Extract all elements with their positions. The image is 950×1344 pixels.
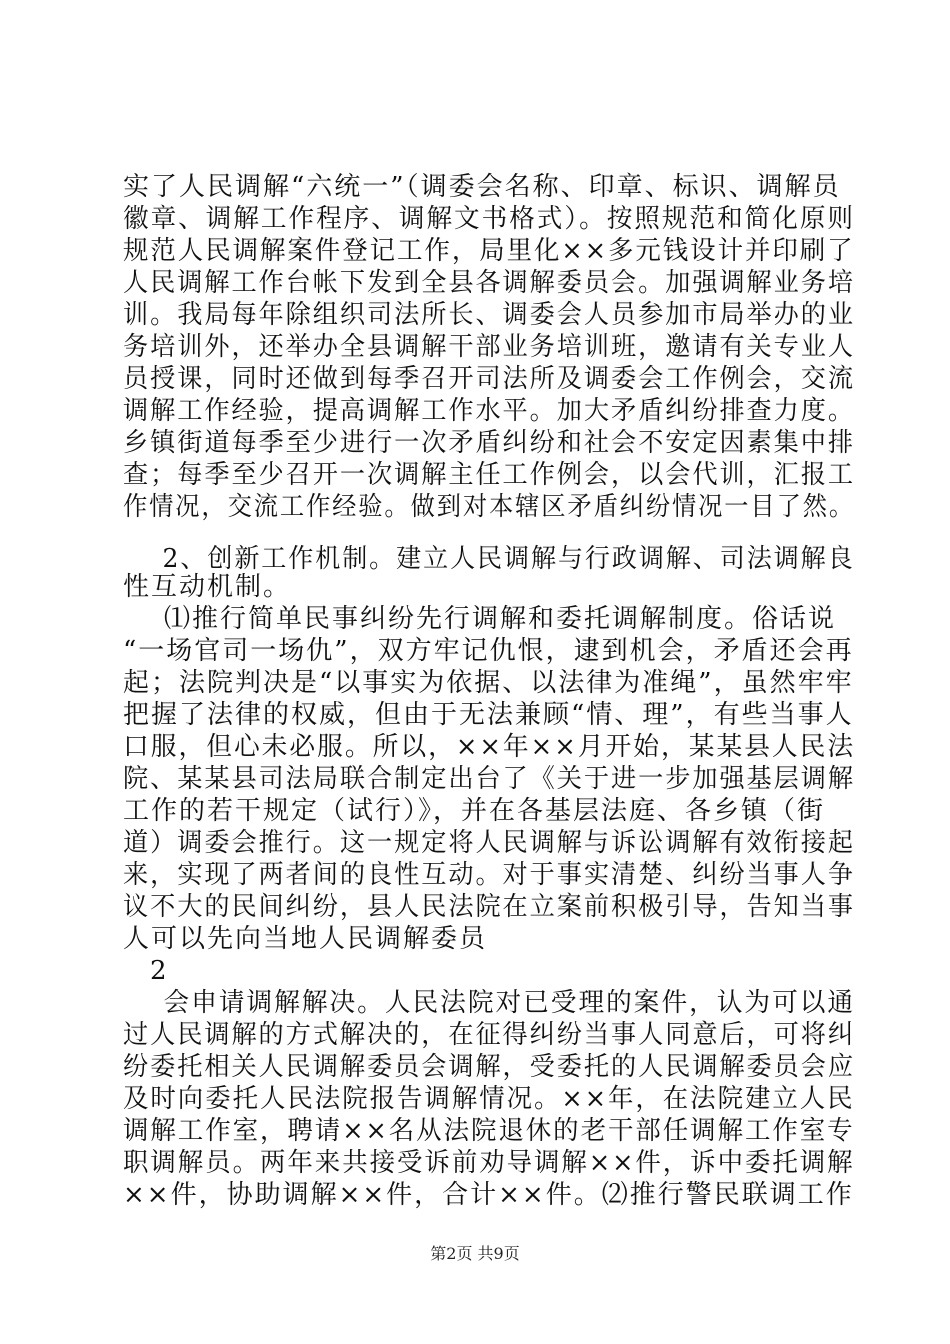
paragraph-line: ⑴推行简单民事纠纷先行调解和委托调解制度。俗话说 <box>123 604 837 634</box>
paragraph-line: 查；每季至少召开一次调解主任工作例会，以会代训，汇报工 <box>123 460 856 490</box>
paragraph-line: 徽章、调解工作程序、调解文书格式）。按照规范和简化原则 <box>123 204 856 234</box>
paragraph-line: 乡镇街道每季至少进行一次矛盾纠纷和社会不安定因素集中排 <box>123 428 856 458</box>
paragraph-line: 人可以先向当地人民调解委员 <box>123 924 488 954</box>
paragraph-line: 职调解员。两年来共接受诉前劝导调解××件，诉中委托调解 <box>123 1148 855 1178</box>
paragraph-line: 人民调解工作台帐下发到全县各调解委员会。加强调解业务培 <box>123 268 856 298</box>
paragraph-line: 把握了法律的权威，但由于无法兼顾“情、理”，有些当事人 <box>123 700 854 730</box>
paragraph-line: 院、某某县司法局联合制定出台了《关于进一步加强基层调解 <box>123 764 856 794</box>
paragraph-line: 务培训外，还举办全县调解干部业务培训班，邀请有关专业人 <box>123 332 856 362</box>
paragraph-line: 员授课，同时还做到每季召开司法所及调委会工作例会，交流 <box>123 364 856 394</box>
paragraph-line: 来，实现了两者间的良性互动。对于事实清楚、纠纷当事人争 <box>123 860 856 890</box>
paragraph-line: 调解工作室，聘请××名从法院退休的老干部任调解工作室专 <box>123 1116 855 1146</box>
paragraph-line: 工作的若干规定（试行）》，并在各基层法庭、各乡镇（街 <box>123 796 826 826</box>
paragraph-line: 口服，但心未必服。所以，××年××月开始，某某县人民法 <box>123 732 856 762</box>
paragraph-line: 纷委托相关人民调解委员会调解，受委托的人民调解委员会应 <box>123 1052 856 1082</box>
paragraph-line: 起；法院判决是“以事实为依据、以法律为准绳”，虽然牢牢 <box>123 668 854 698</box>
paragraph-line: 2、创新工作机制。建立人民调解与行政调解、司法调解良 <box>123 544 855 574</box>
paragraph-line: 道）调委会推行。这一规定将人民调解与诉讼调解有效衔接起 <box>123 828 856 858</box>
page-marker: 2 <box>150 956 167 986</box>
paragraph-line: 训。我局每年除组织司法所长、调委会人员参加市局举办的业 <box>123 300 856 330</box>
paragraph-line: 及时向委托人民法院报告调解情况。××年，在法院建立人民 <box>123 1084 855 1114</box>
paragraph-line: “一场官司一场仇”，双方牢记仇恨，逮到机会，矛盾还会再 <box>123 636 854 666</box>
paragraph-line: 议不大的民间纠纷，县人民法院在立案前积极引导，告知当事 <box>123 892 856 922</box>
paragraph-line: 过人民调解的方式解决的，在征得纠纷当事人同意后，可将纠 <box>123 1020 856 1050</box>
paragraph-line: 性互动机制。 <box>123 572 292 602</box>
paragraph-line: 作情况，交流工作经验。做到对本辖区矛盾纠纷情况一目了然。 <box>123 492 856 522</box>
paragraph-line: 规范人民调解案件登记工作，局里化××多元钱设计并印刷了 <box>123 236 855 266</box>
paragraph-line: 调解工作经验，提高调解工作水平。加大矛盾纠纷排查力度。 <box>123 396 856 426</box>
paragraph-line: 会申请调解解决。人民法院对已受理的案件，认为可以通 <box>123 988 856 1018</box>
page-footer: 第2页 共9页 <box>430 1244 520 1263</box>
paragraph-line: 实了人民调解“六统一”（调委会名称、印章、标识、调解员 <box>123 172 841 202</box>
paragraph-line: ××件，协助调解××件，合计××件。⑵推行警民联调工作 <box>123 1180 854 1210</box>
